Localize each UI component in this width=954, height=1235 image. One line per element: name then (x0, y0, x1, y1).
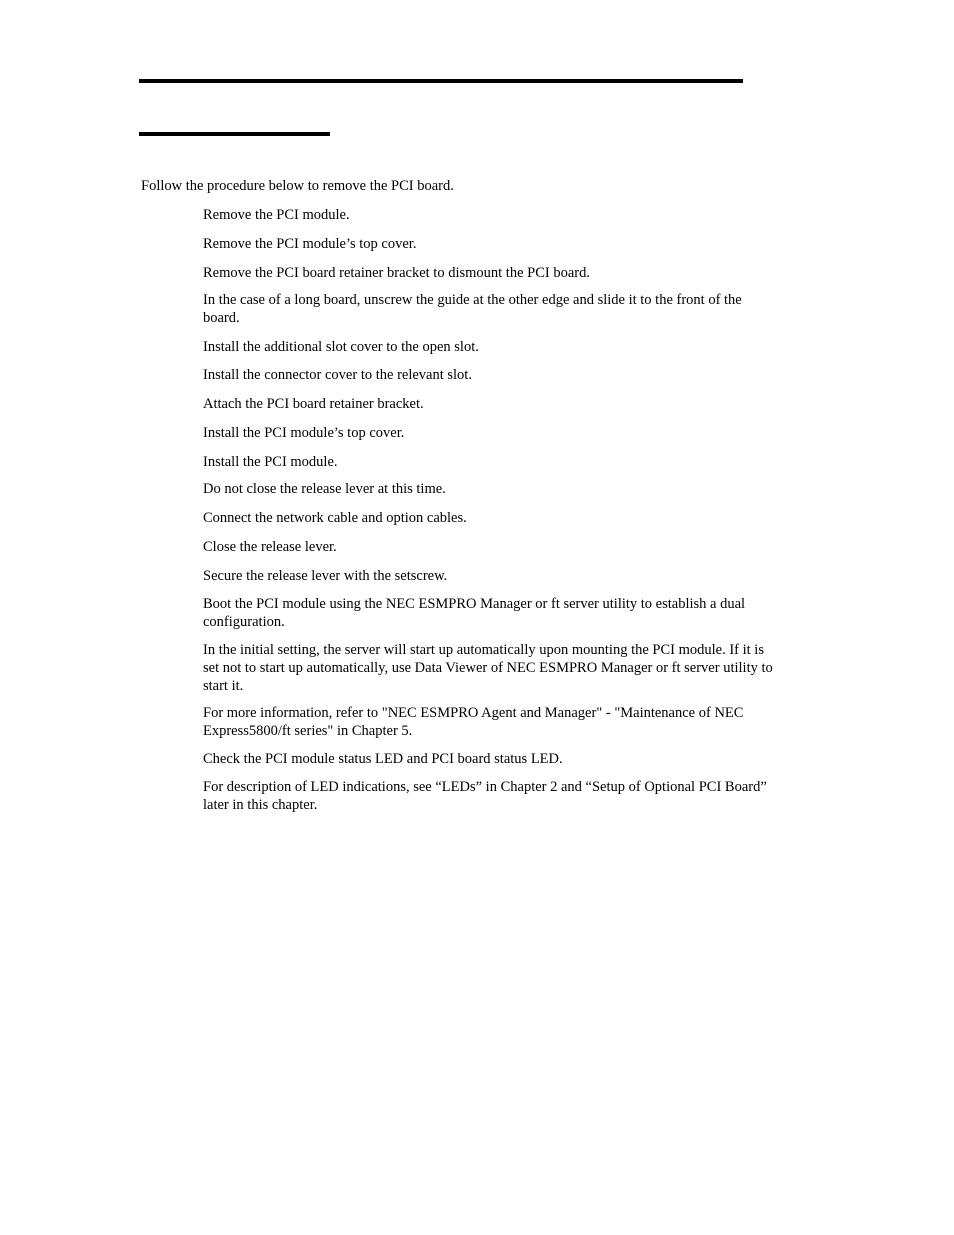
note-long-board: In the case of a long board, unscrew the guide at the other edge and slide it to the front of the board. (203, 292, 742, 326)
step-remove-top-cover: Remove the PCI module’s top cover. (203, 236, 417, 252)
note-initial-setting: In the initial setting, the server will start up automatically upon mounting the PCI module. If it is set not to start up automatically, use Data Viewer of NEC ESMPRO Manager or ft server utility to start it. (203, 642, 773, 694)
step-close-release-lever: Close the release lever. (203, 539, 337, 555)
step-install-top-cover: Install the PCI module’s top cover. (203, 425, 405, 441)
step-remove-pci-module: Remove the PCI module. (203, 207, 350, 223)
step-secure-release-lever: Secure the release lever with the setscrew. (203, 568, 448, 584)
section-heading-rule (139, 132, 330, 136)
note-more-information: For more information, refer to "NEC ESMPRO Agent and Manager" - "Maintenance of NEC Express5800/ft series" in Chapter 5. (203, 705, 744, 739)
step-connect-cables: Connect the network cable and option cables. (203, 510, 467, 526)
step-install-pci-module: Install the PCI module. (203, 454, 338, 470)
step-check-status-led: Check the PCI module status LED and PCI board status LED. (203, 751, 563, 767)
intro-text: Follow the procedure below to remove the PCI board. (141, 178, 454, 194)
step-install-slot-cover: Install the additional slot cover to the open slot. (203, 339, 479, 355)
note-release-lever: Do not close the release lever at this time. (203, 481, 446, 497)
header-rule (139, 79, 743, 83)
note-led-description: For description of LED indications, see “LEDs” in Chapter 2 and “Setup of Optional PCI Board” later in this chapter. (203, 779, 767, 813)
step-attach-retainer-bracket: Attach the PCI board retainer bracket. (203, 396, 424, 412)
step-install-connector-cover: Install the connector cover to the relevant slot. (203, 367, 472, 383)
step-boot-pci-module: Boot the PCI module using the NEC ESMPRO Manager or ft server utility to establish a dual configuration. (203, 596, 746, 630)
step-remove-retainer-bracket: Remove the PCI board retainer bracket to dismount the PCI board. (203, 265, 590, 281)
